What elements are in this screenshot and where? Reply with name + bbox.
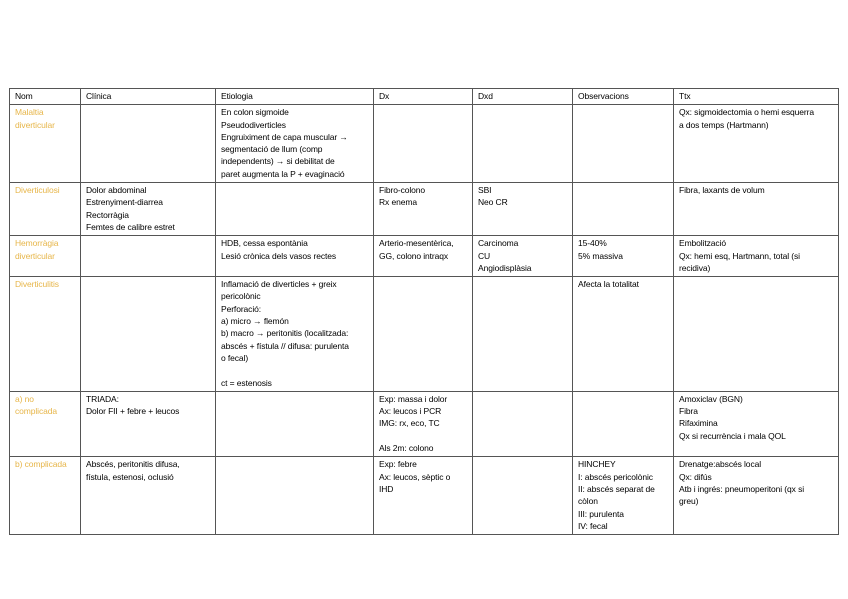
etiologia-line: segmentació de llum (comp (221, 144, 323, 155)
cell-dx (374, 457, 473, 535)
observacions-line: Afecta la totalitat (578, 279, 639, 290)
ttx-line: Fibra (679, 406, 698, 417)
observacions-line: III: purulenta (578, 508, 624, 519)
ttx-line: Amoxiclav (BGN) (679, 393, 743, 404)
ttx-line: Rifaximina (679, 418, 718, 429)
dxd-line: CU (478, 250, 491, 261)
dx-line: Exp: massa i dolor (379, 393, 448, 404)
header-ttx: Ttx (674, 89, 839, 105)
cell-ttx (674, 236, 839, 277)
cell-clinica (81, 183, 216, 236)
cell-clinica (81, 105, 216, 183)
ttx-line: a dos temps (Hartmann) (679, 119, 769, 130)
cell-observacions (573, 457, 674, 535)
clinica-line: Estrenyiment-diarrea (86, 197, 163, 208)
cell-ttx (674, 391, 839, 456)
cell-dx (374, 236, 473, 277)
dxd-line: Carcinoma (478, 238, 519, 249)
clinica-line: fístula, estenosi, oclusió (86, 471, 174, 482)
dx-line: Exp: febre (379, 459, 417, 470)
cell-dxd (473, 236, 573, 277)
header-etiologia: Etiologia (216, 89, 374, 105)
nom-line: complicada (15, 406, 57, 417)
cell-etiologia (216, 236, 374, 277)
cell-etiologia (216, 183, 374, 236)
dx-line (379, 430, 467, 442)
table-row (10, 391, 839, 456)
clinica-line: Abscés, peritonitis difusa, (86, 459, 180, 470)
cell-dx (374, 277, 473, 392)
nom-line: Hemorràgia (15, 238, 59, 249)
table-row (10, 105, 839, 183)
nom-line: diverticular (15, 119, 55, 130)
cell-clinica (81, 391, 216, 456)
cell-ttx (674, 277, 839, 392)
cell-dxd (473, 183, 573, 236)
cell-dxd (473, 457, 573, 535)
diverticular-disease-table (9, 88, 839, 535)
table-row (10, 183, 839, 236)
clinica-line: Dolor abdominal (86, 185, 147, 196)
observacions-line: IV: fecal (578, 520, 608, 531)
nom-line: b) complicada (15, 459, 67, 470)
ttx-line: Qx: difús (679, 471, 712, 482)
header-row (10, 89, 839, 105)
cell-observacions (573, 391, 674, 456)
header-observacions: Observacions (573, 89, 674, 105)
observacions-line: còlon (578, 496, 598, 507)
ttx-line: Embolització (679, 238, 726, 249)
etiologia-line (221, 364, 368, 376)
dx-line: Ax: leucos i PCR (379, 406, 442, 417)
etiologia-line: abscés + fístula // difusa: purulenta (221, 340, 349, 351)
etiologia-line: Engruiximent de capa muscular → (221, 131, 348, 142)
cell-nom (10, 457, 81, 535)
dx-line: Rx enema (379, 197, 417, 208)
cell-observacions (573, 105, 674, 183)
ttx-line: Qx: hemi esq, Hartmann, total (si (679, 250, 800, 261)
nom-line: Malaltia (15, 107, 44, 118)
dx-line: IHD (379, 483, 394, 494)
cell-clinica (81, 277, 216, 392)
observacions-line: HINCHEY (578, 459, 616, 470)
header-nom: Nom (10, 89, 81, 105)
header-dxd: Dxd (473, 89, 573, 105)
dx-line: Als 2m: colono (379, 443, 434, 454)
nom-line: diverticular (15, 250, 55, 261)
dx-line: IMG: rx, eco, TC (379, 418, 440, 429)
cell-nom (10, 183, 81, 236)
etiologia-line: o fecal) (221, 352, 249, 363)
cell-nom (10, 105, 81, 183)
cell-etiologia (216, 457, 374, 535)
clinica-line: Femtes de calibre estret (86, 221, 175, 232)
ttx-line: greu) (679, 496, 699, 507)
cell-etiologia (216, 277, 374, 392)
etiologia-line: HDB, cessa espontània (221, 238, 308, 249)
ttx-line: Qx si recurrència i mala QOL (679, 430, 786, 441)
table-body (10, 105, 839, 535)
etiologia-line: pericolònic (221, 291, 261, 302)
cell-etiologia (216, 391, 374, 456)
header-dx: Dx (374, 89, 473, 105)
ttx-line: Qx: sigmoidectomia o hemi esquerra (679, 107, 815, 118)
cell-dx (374, 105, 473, 183)
etiologia-line: independents) → si debilitat de (221, 156, 335, 167)
cell-nom (10, 236, 81, 277)
table-row (10, 457, 839, 535)
ttx-line: Atb i ingrés: pneumoperitoni (qx si (679, 483, 805, 494)
cell-dxd (473, 105, 573, 183)
cell-dxd (473, 391, 573, 456)
ttx-line: Drenatge:abscés local (679, 459, 762, 470)
cell-dx (374, 391, 473, 456)
etiologia-line: En colon sigmoide (221, 107, 289, 118)
cell-ttx (674, 105, 839, 183)
dx-line: GG, colono intraqx (379, 250, 449, 261)
dx-line: Ax: leucos, sèptic o (379, 471, 451, 482)
etiologia-line: Perforació: (221, 303, 262, 314)
cell-observacions (573, 183, 674, 236)
etiologia-line: a) micro → flemón (221, 316, 289, 327)
observacions-line: 15-40% (578, 238, 607, 249)
cell-dx (374, 183, 473, 236)
nom-line: Diverticulosi (15, 185, 60, 196)
ttx-line: recidiva) (679, 262, 711, 273)
dxd-line: Angiodisplàsia (478, 262, 532, 273)
cell-dxd (473, 277, 573, 392)
dx-line: Arterio-mesentèrica, (379, 238, 454, 249)
etiologia-line: paret augmenta la P + evaginació (221, 168, 345, 179)
cell-ttx (674, 457, 839, 535)
cell-observacions (573, 277, 674, 392)
dxd-line: SBI (478, 185, 492, 196)
etiologia-line: ct = estenosis (221, 377, 272, 388)
cell-etiologia (216, 105, 374, 183)
etiologia-line: b) macro → peritonitis (localitzada: (221, 328, 349, 339)
dx-line: Fibro-colono (379, 185, 426, 196)
observacions-line: 5% massiva (578, 250, 623, 261)
etiologia-line: Inflamació de diverticles + greix (221, 279, 337, 290)
ttx-line: Fibra, laxants de volum (679, 185, 765, 196)
cell-observacions (573, 236, 674, 277)
cell-clinica (81, 236, 216, 277)
observacions-line: II: abscés separat de (578, 483, 655, 494)
table-row (10, 277, 839, 392)
cell-clinica (81, 457, 216, 535)
cell-ttx (674, 183, 839, 236)
nom-line: Diverticulitis (15, 279, 59, 290)
clinica-line: Dolor FII + febre + leucos (86, 406, 180, 417)
dxd-line: Neo CR (478, 197, 508, 208)
cell-nom (10, 277, 81, 392)
header-clinica: Clínica (81, 89, 216, 105)
etiologia-line: Lesió crònica dels vasos rectes (221, 250, 337, 261)
clinica-line: Rectorràgia (86, 209, 129, 220)
cell-nom (10, 391, 81, 456)
clinica-line: TRIADA: (86, 393, 119, 404)
nom-line: a) no (15, 393, 34, 404)
table-row (10, 236, 839, 277)
observacions-line: I: abscés pericolònic (578, 471, 653, 482)
etiologia-line: Pseudodiverticles (221, 119, 286, 130)
